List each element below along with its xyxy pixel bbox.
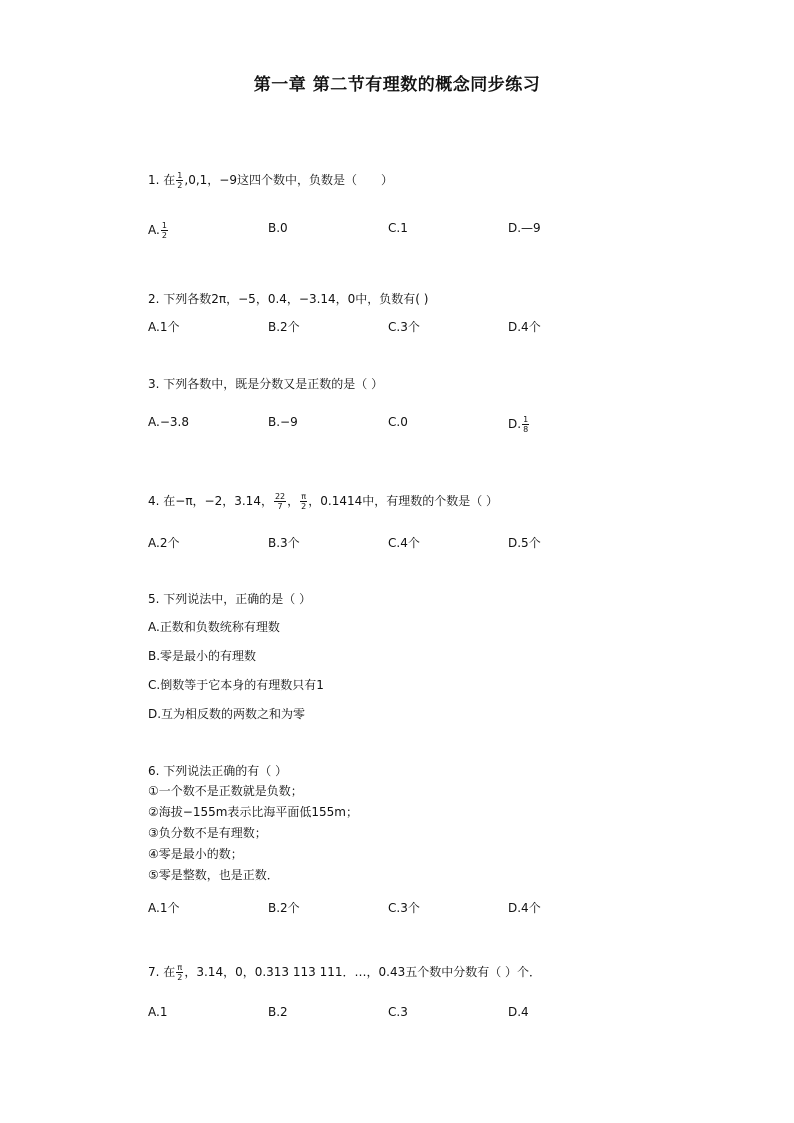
question-2 <box>148 290 668 334</box>
stem-text: ，3.14，0，0.313 113 111．…，0.43五个数中分数有（ ）个． <box>184 965 542 979</box>
option-b[interactable]: B.2 <box>268 1005 288 1019</box>
option-d[interactable]: D.5个 <box>508 536 541 550</box>
option-c[interactable]: C.1 <box>388 221 408 235</box>
question-3-stem: 3. 下列各数中，既是分数又是正数的是（ ） <box>148 377 384 391</box>
options-row <box>148 534 668 554</box>
question-2-stem: 2. 下列各数2π，−5，0.4，−3.14，0中，负数有( ) <box>148 292 429 306</box>
option-a[interactable]: A.1个 <box>148 320 180 334</box>
option-d[interactable]: D.4个 <box>508 901 541 915</box>
option-c[interactable]: C.3个 <box>388 901 420 915</box>
option-a[interactable]: A.2个 <box>148 536 180 550</box>
fraction: $\frac{\pi}{2}$ <box>177 963 183 982</box>
question-1 <box>148 171 668 240</box>
statement-2: ②海拔−155m表示比海平面低155m； <box>148 805 359 819</box>
stem-text: 4. 在−π，−2，3.14， <box>148 494 273 508</box>
option-b[interactable]: B.2个 <box>268 901 300 915</box>
question-6-stem: 6. 下列说法正确的有（ ） <box>148 764 288 778</box>
option-b[interactable]: B.0 <box>268 221 288 235</box>
statement-5: ⑤零是整数，也是正数． <box>148 868 279 882</box>
question-7 <box>148 963 668 1019</box>
option-b[interactable]: B.零是最小的有理数 <box>148 649 257 663</box>
options-row <box>148 221 668 241</box>
option-b[interactable]: B.3个 <box>268 536 300 550</box>
options-row <box>148 899 668 919</box>
option-a[interactable]: A.正数和负数统称有理数 <box>148 620 280 634</box>
option-d[interactable]: D.4个 <box>508 320 541 334</box>
option-a[interactable]: A. $\frac{1}{2}$ <box>148 221 167 240</box>
question-6 <box>148 762 668 915</box>
stem-text: 在 <box>163 173 176 187</box>
stem-text: ，0.1414中，有理数的个数是（ ） <box>308 494 499 508</box>
option-d[interactable]: D.4 <box>508 1005 529 1019</box>
question-1-stem <box>148 171 668 190</box>
question-4-stem <box>148 492 668 511</box>
option-c[interactable]: C.倒数等于它本身的有理数只有1 <box>148 678 324 692</box>
stem-text: ， <box>287 494 300 508</box>
option-d[interactable]: D.互为相反数的两数之和为零 <box>148 707 306 721</box>
option-c[interactable]: C.4个 <box>388 536 420 550</box>
option-d[interactable]: D.—9 <box>508 221 541 235</box>
options-row <box>148 318 668 338</box>
option-a[interactable]: A.1个 <box>148 901 180 915</box>
option-a[interactable]: A.−3.8 <box>148 415 189 429</box>
stem-text: ,0,1，−9这四个数中，负数是（ ） <box>184 173 393 187</box>
fraction: $\frac{\pi}{2}$ <box>301 492 307 511</box>
question-3 <box>148 375 668 434</box>
statement-3: ③负分数不是有理数； <box>148 826 267 840</box>
statement-4: ④零是最小的数； <box>148 847 243 861</box>
question-7-stem <box>148 963 668 982</box>
option-c[interactable]: C.3个 <box>388 320 420 334</box>
statement-1: ①一个数不是正数就是负数； <box>148 784 303 798</box>
page-title: 第一章 第二节有理数的概念同步练习 <box>253 75 541 95</box>
fraction: $\frac{1}{2}$ <box>177 171 183 190</box>
option-c[interactable]: C.0 <box>388 415 408 429</box>
question-5 <box>148 590 668 721</box>
options-row <box>148 415 668 435</box>
option-d[interactable]: D. $\frac{1}{8}$ <box>508 415 529 434</box>
question-5-stem: 5. 下列说法中，正确的是（ ） <box>148 592 312 606</box>
option-b[interactable]: B.−9 <box>268 415 298 429</box>
stem-text: 7. 在 <box>148 965 176 979</box>
fraction: $\frac{1}{2}$ <box>161 221 167 240</box>
fraction: $\frac{22}{7}$ <box>274 492 286 511</box>
question-number: 1. <box>148 173 160 187</box>
option-b[interactable]: B.2个 <box>268 320 300 334</box>
question-4 <box>148 492 668 550</box>
fraction: $\frac{1}{8}$ <box>523 415 529 434</box>
options-row <box>148 1005 668 1025</box>
option-c[interactable]: C.3 <box>388 1005 408 1019</box>
option-a[interactable]: A.1 <box>148 1005 168 1019</box>
